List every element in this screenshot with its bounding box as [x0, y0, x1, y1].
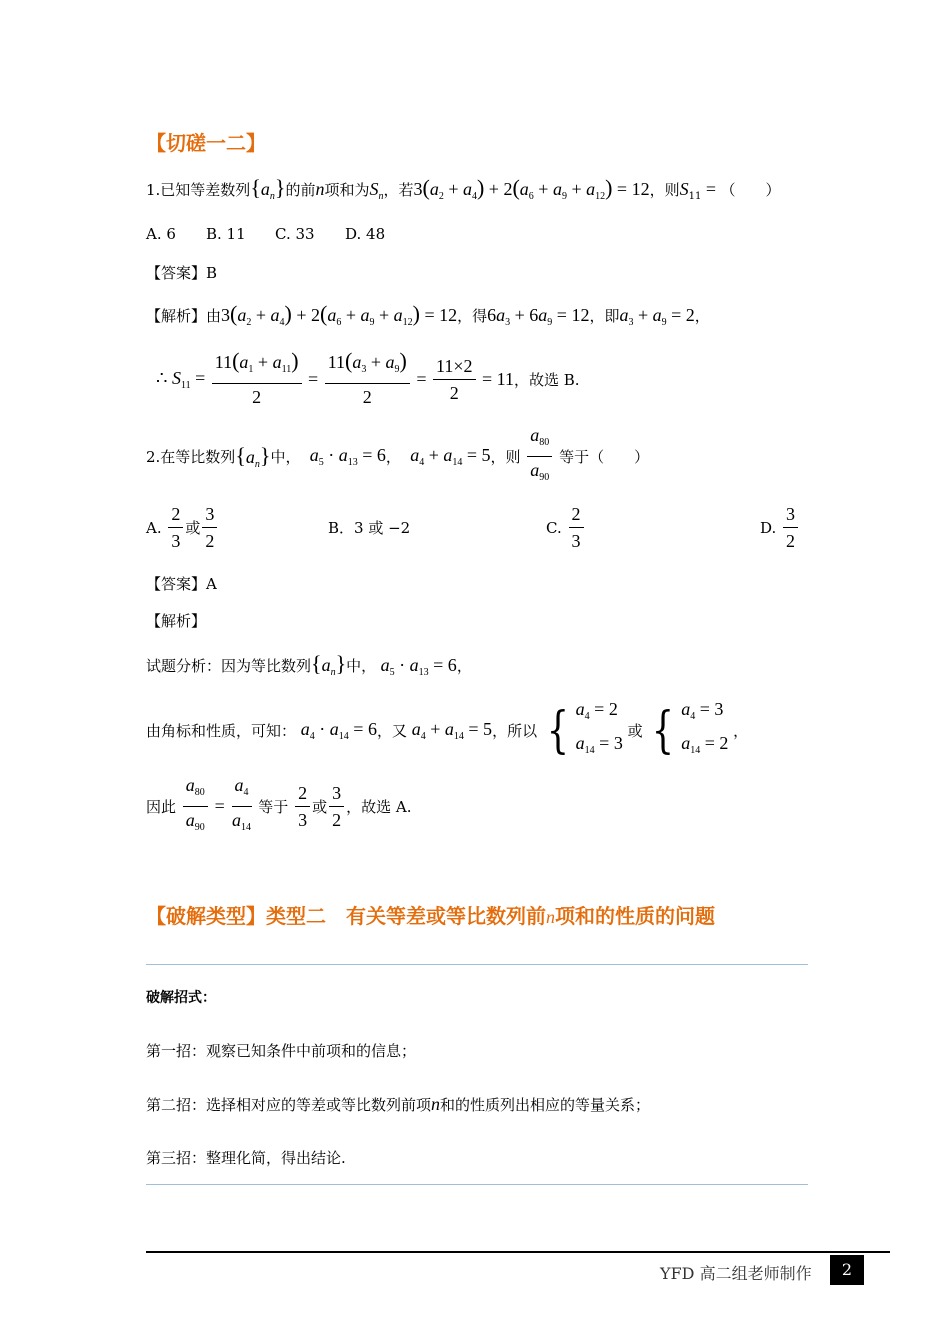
page-number: 2 [830, 1255, 864, 1285]
footer-rule [146, 1251, 890, 1253]
question-1: 1.已知等差数列$\{a_n\}$的前n项和为$S_n$，若$3(a_2 + a_4) + 2(a_6 + a_9 + a_{12}) = 12$，则$S_{11}$ = （ ） [146, 175, 781, 202]
q2-analysis-label: 【解析】 [146, 612, 207, 630]
q1-option-c: C. 33 [275, 225, 315, 243]
q2-option-b: B．3 或 −2 [328, 519, 411, 537]
tips-step3: 第三招：整理化简，得出结论. [146, 1149, 346, 1167]
tips-step2: 第二招：选择相对应的等差或等比数列前项n和的性质列出相应的等量关系； [146, 1094, 651, 1114]
tips-step1: 第一招：观察已知条件中前项和的信息； [146, 1042, 417, 1060]
footer-text: YFD 高二组老师制作 [660, 1264, 812, 1283]
q2-option-c: C. $\frac{2}{3}$ [546, 503, 586, 552]
q2-analysis-line1: 试题分析：因为等比数列$\{a_n\}$中， $a_5 \cdot a_{13} = 6$， [146, 651, 472, 678]
q2-analysis-line3: 因此 $\frac{a_{80}}{a_{90}}$ = $\frac{a_4}{a_{14}}$ 等于 $\frac{2}{3}$ 或 $\frac{3}{2}$ ，故选 A. [146, 775, 412, 833]
divider-top [146, 964, 808, 965]
answer-blank: （ ） [720, 181, 781, 199]
divider-bottom [146, 1184, 808, 1185]
equation-system-2: { $a_4 = 3$ $a_{14} = 2$ [652, 699, 729, 759]
section-title-practice: 【切磋一二】 [146, 131, 266, 155]
q2-option-a: A. $\frac{2}{3}$ 或 $\frac{3}{2}$ [146, 503, 219, 552]
q1-conclusion: ∴ $S_{11}$ = $\frac{11(a_1 + a_{11})}{2}$ = $\frac{11(a_3 + a_9)}{2}$ = $\frac{11\times 2}{2}$ = 11，故选 B. [156, 348, 580, 407]
section-title-type-two: 【破解类型】类型二 有关等差或等比数列前n项和的性质的问题 [146, 904, 715, 928]
q1-answer: 【答案】B [146, 264, 218, 282]
q1-prefix: 1.已知等差数列 [146, 181, 251, 199]
equation-system-1: { $a_4 = 2$ $a_{14} = 3$ [546, 699, 623, 759]
q1-option-d: D. 48 [345, 225, 386, 243]
q2-analysis-line2: 由角标和性质，可知： $a_4 \cdot a_{14} = 6$，又 $a_4 + a_{14} = 5$，所以 { $a_4 = 2$ $a_{14} = 3$ 或 { $a_4 = 3$ $a_{14} = 2$ ， [146, 696, 748, 764]
q1-option-b: B. 11 [206, 225, 246, 243]
tips-heading: 破解招式： [146, 990, 216, 1006]
q2-option-d: D. $\frac{3}{2}$ [760, 503, 800, 552]
q1-analysis: 【解析】由$3(a_2 + a_4) + 2(a_6 + a_9 + a_{12}) = 12$，得$6a_3 + 6a_9 = 12$，即$a_3 + a_9 = 2$， [146, 301, 710, 328]
question-2: 2.在等比数列$\{a_n\}$中， $a_5 \cdot a_{13} = 6$， $a_4 + a_{14} = 5$，则 $\frac{a_{80}}{a_{90}}$ 等于（ ） [146, 425, 650, 483]
q1-option-a: A. 6 [146, 225, 176, 243]
q2-answer: 【答案】A [146, 575, 217, 593]
